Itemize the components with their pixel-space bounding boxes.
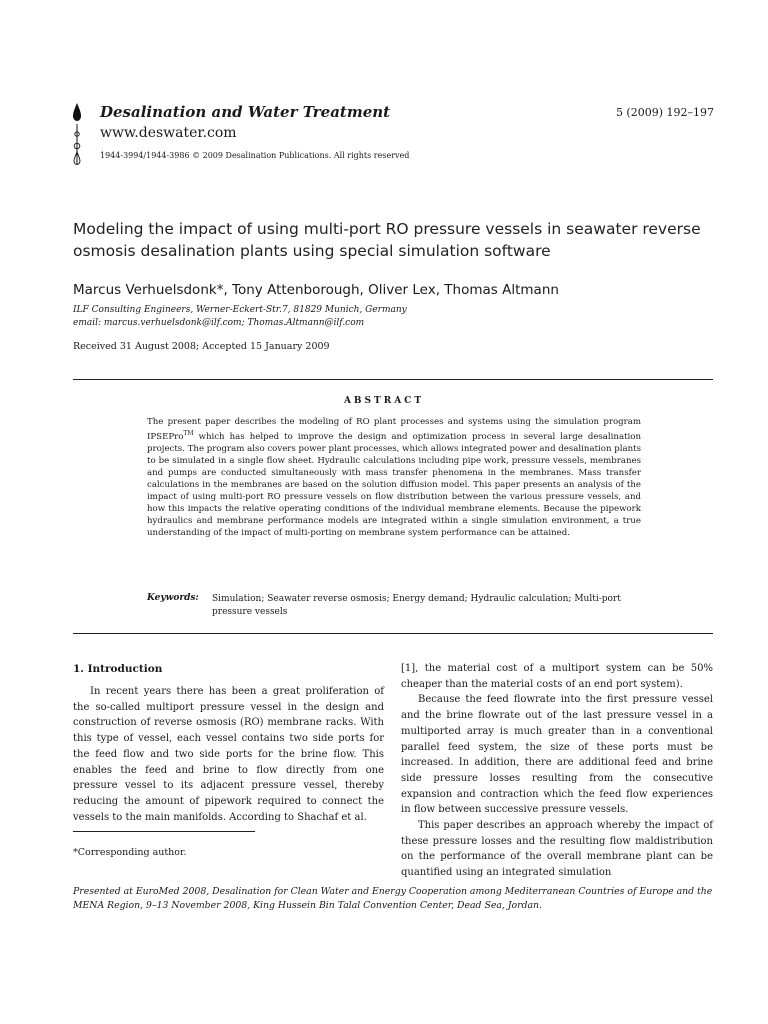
- intro-paragraph-3: This paper describes an approach whereby the impact of these pressure losses and the resulting flow maldistribution on the performance of the overall membrane plant can be quantified using an integrated simulation: [401, 820, 713, 879]
- bottom-divider: [73, 633, 713, 634]
- article-title: Modeling the impact of using multi-port RO pressure vessels in seawater reverse osmosis desalination plants using special simulation software: [73, 220, 701, 260]
- footnote-divider: [73, 831, 255, 832]
- affiliation: ILF Consulting Engineers, Werner-Eckert-Str.7, 81829 Munich, Germany: [73, 305, 407, 315]
- conference-note: Presented at EuroMed 2008, Desalination for Clean Water and Energy Cooperation among Mediterranean Countries of Europe and the MENA Region, 9–13 November 2008, King Hussein Bin Talal Convention Center, Dead Sea, Jordan.: [73, 886, 713, 911]
- received-dates: Received 31 August 2008; Accepted 15 January 2009: [73, 341, 330, 352]
- section-heading-introduction: 1. Introduction: [73, 663, 163, 675]
- trademark-mark: TM: [183, 430, 194, 437]
- intro-paragraph-2: Because the feed flowrate into the first pressure vessel and the brine flowrate out of the last pressure vessel in a multiported array is much greater than in a conventional parallel feed system, the size of these ports must be increased. In addition, there are additional feed and brine side pressure losses resulting from the consecutive expansion and contraction which the feed flow experiences in flow between successive pressure vessels.: [401, 694, 713, 816]
- abstract-heading: ABSTRACT: [343, 396, 425, 406]
- abstract-text: [147, 416, 641, 539]
- intro-continuation: [1], the material cost of a multiport system can be 50% cheaper than the material costs of an end port system).: [401, 663, 713, 690]
- author-list: Marcus Verhuelsdonk*, Tony Attenborough, Oliver Lex, Thomas Altmann: [73, 282, 559, 298]
- volume-pages: 5 (2009) 192–197: [615, 106, 714, 119]
- journal-logo: [70, 100, 92, 170]
- top-divider: [73, 379, 713, 380]
- abstract-text-part1: The present paper describes the modeling of RO plant processes and systems using the simulation program IPSEPro: [147, 417, 641, 442]
- left-column: [73, 684, 384, 825]
- right-column: [401, 661, 713, 881]
- journal-website[interactable]: www.deswater.com: [100, 125, 237, 141]
- copyright-line: 1944-3994/1944-3986 © 2009 Desalination Publications. All rights reserved: [100, 151, 410, 160]
- journal-name: Desalination and Water Treatment: [100, 103, 391, 121]
- keywords-text: Simulation; Seawater reverse osmosis; Energy demand; Hydraulic calculation; Multi-port pressure vessels: [212, 594, 621, 617]
- keywords-label: Keywords:: [147, 593, 199, 603]
- corresponding-author-note: *Corresponding author.: [73, 847, 187, 858]
- intro-paragraph-1: In recent years there has been a great proliferation of the so-called multiport pressure vessel in the design and construction of reverse osmosis (RO) membrane racks. With this type of vessel, each vessel contains two side ports for the feed flow and two side ports for the brine flow. This enables the feed and brine to flow directly from one pressure vessel to its adjacent pressure vessel, thereby reducing the amount of pipework required to connect the vessels to the main manifolds. According to Shachaf et al.: [73, 686, 384, 823]
- contact-email: email: marcus.verhuelsdonk@ilf.com; Thomas.Altmann@ilf.com: [73, 318, 365, 328]
- abstract-text-part2: which has helped to improve the design and optimization process in several large desalination projects. The program also covers power plant processes, which allows integrated power and desalination plants to be simulated in a single flow sheet. Hydraulic calculations including pipe work, pressure vessels, membranes and pumps are conducted simultaneously with mass transfer phenomena in the membranes. Mass transfer calculations in the membranes are based on the solution diffusion model. This paper presents an analysis of the impact of using multi-port RO pressure vessels on flow distribution between the various pressure vessels, and how this impacts the relative operating conditions of the individual membrane elements. Because the pipework hydraulics and membrane performance models are integrated within a single simulation environment, a true understanding of the impact of multi-porting on membrane system performance can be attained.: [147, 431, 641, 538]
